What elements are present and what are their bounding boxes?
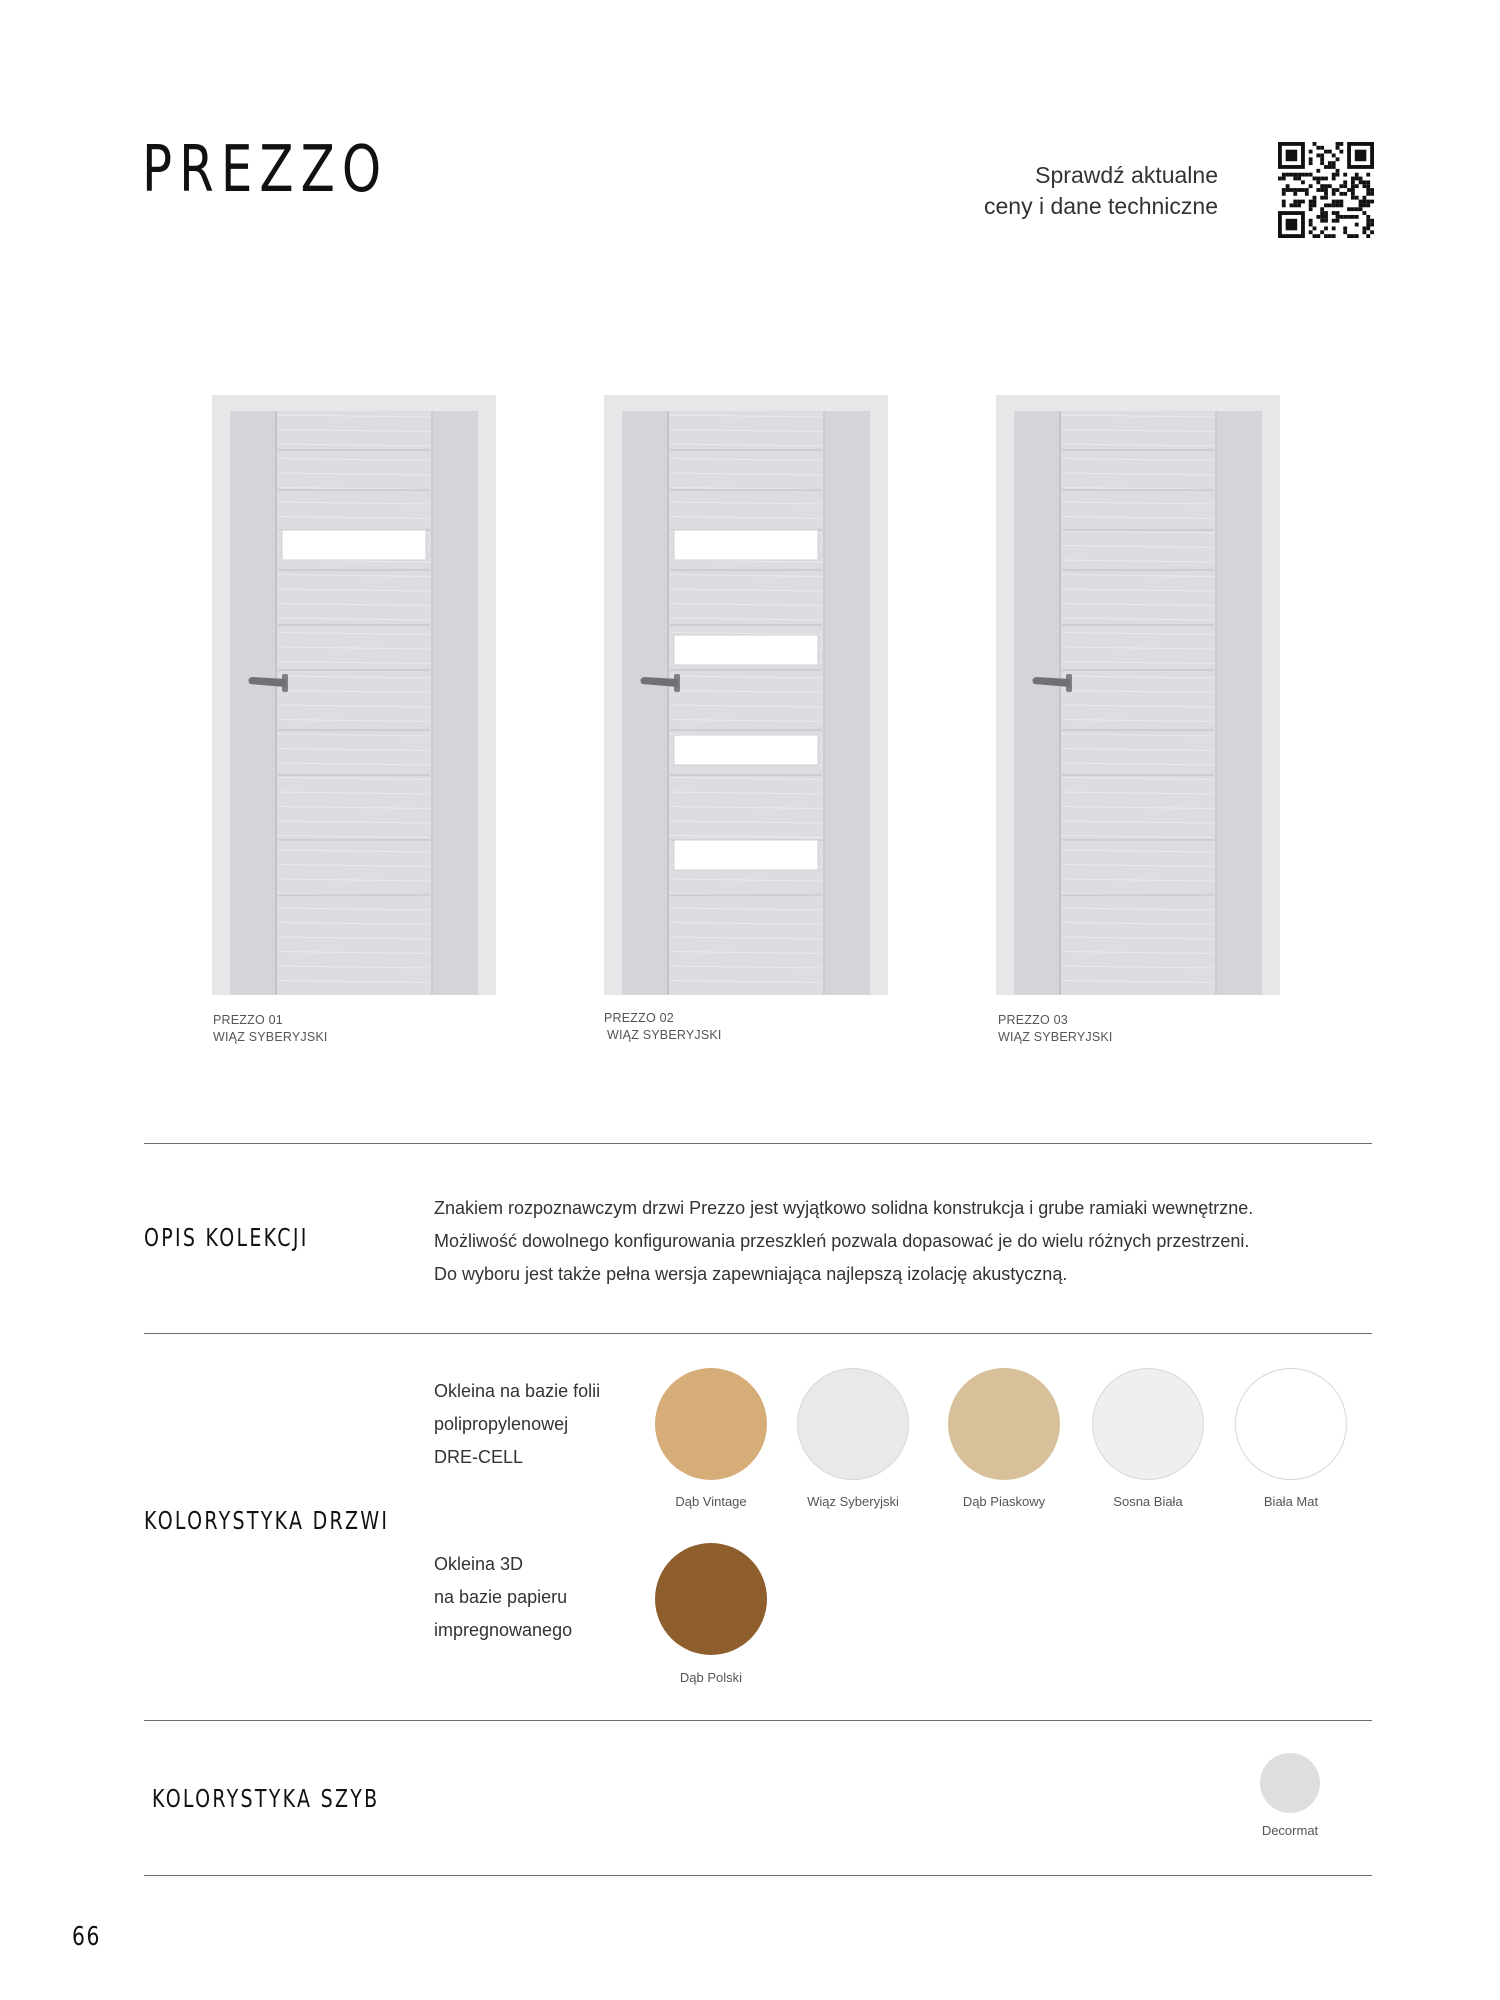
qr-module <box>1332 154 1336 158</box>
qr-module <box>1359 180 1363 184</box>
qr-module <box>1362 230 1366 234</box>
qr-module <box>1355 215 1359 219</box>
qr-module <box>1359 177 1363 181</box>
qr-module <box>1328 234 1332 238</box>
qr-module <box>1282 173 1286 177</box>
qr-module <box>1320 161 1324 165</box>
qr-module <box>1324 234 1328 238</box>
qr-module <box>1332 226 1336 230</box>
qr-module <box>1351 234 1355 238</box>
qr-module <box>1343 173 1347 177</box>
qr-module <box>1366 184 1370 188</box>
description-line: Do wyboru jest także pełna wersja zapewniająca najlepszą izolację akustyczną. <box>434 1264 1068 1284</box>
swatch-dab-piaskowy[interactable] <box>948 1368 1060 1480</box>
divider <box>144 1333 1372 1334</box>
swatch-sosna-biala[interactable] <box>1092 1368 1204 1480</box>
qr-module <box>1309 161 1313 165</box>
divider <box>144 1875 1372 1876</box>
qr-module <box>1328 150 1332 154</box>
qr-module <box>1313 142 1317 146</box>
qr-module <box>1336 169 1340 173</box>
qr-module <box>1293 200 1297 204</box>
qr-module <box>1336 215 1340 219</box>
qr-module <box>1347 207 1351 211</box>
qr-module <box>1366 219 1370 223</box>
door-illustration <box>212 395 496 995</box>
qr-module <box>1366 188 1370 192</box>
qr-module <box>1351 207 1355 211</box>
swatch-label: Dąb Vintage <box>675 1494 747 1509</box>
qr-module <box>1282 203 1286 207</box>
qr-module <box>1366 203 1370 207</box>
qr-module <box>1324 188 1328 192</box>
qr-module <box>1328 161 1332 165</box>
qr-module <box>1332 161 1336 165</box>
qr-module <box>1366 173 1370 177</box>
qr-module <box>1290 173 1294 177</box>
qr-module <box>1362 200 1366 204</box>
qr-caption <box>898 160 1218 222</box>
qr-module <box>1324 165 1328 169</box>
qr-module <box>1366 180 1370 184</box>
qr-module <box>1328 165 1332 169</box>
qr-module <box>1286 184 1290 188</box>
swatch-label: Dąb Polski <box>679 1670 743 1685</box>
qr-module <box>1305 188 1309 192</box>
qr-finder-core <box>1355 150 1367 162</box>
qr-module <box>1362 211 1366 215</box>
qr-caption-line-1: Sprawdź aktualne <box>1035 162 1218 188</box>
qr-module <box>1370 188 1374 192</box>
qr-module <box>1324 215 1328 219</box>
door-stile <box>1014 411 1060 995</box>
swatch-dab-vintage[interactable] <box>655 1368 767 1480</box>
qr-module <box>1309 184 1313 188</box>
qr-module <box>1309 223 1313 227</box>
qr-module <box>1309 203 1313 207</box>
divider <box>144 1720 1372 1721</box>
door-finish: WIĄZ SYBERYJSKI <box>998 1030 1113 1044</box>
door-model: PREZZO 01 <box>213 1013 283 1027</box>
qr-module <box>1320 215 1324 219</box>
qr-module <box>1313 203 1317 207</box>
qr-module <box>1370 230 1374 234</box>
qr-module <box>1336 211 1340 215</box>
qr-module <box>1351 215 1355 219</box>
qr-module <box>1355 177 1359 181</box>
qr-module <box>1297 203 1301 207</box>
door-stile <box>824 411 870 995</box>
door-prezzo-01 <box>212 395 496 995</box>
swatch-label: Biała Mat <box>1263 1494 1319 1509</box>
door-finish: WIĄZ SYBERYJSKI <box>607 1028 722 1042</box>
swatch-decormat[interactable] <box>1260 1753 1320 1813</box>
qr-module <box>1343 230 1347 234</box>
qr-module <box>1282 192 1286 196</box>
qr-module <box>1355 184 1359 188</box>
qr-module <box>1282 200 1286 204</box>
qr-module <box>1282 188 1286 192</box>
qr-module <box>1301 173 1305 177</box>
qr-module <box>1313 196 1317 200</box>
qr-module <box>1336 157 1340 161</box>
qr-module <box>1351 196 1355 200</box>
qr-module <box>1362 196 1366 200</box>
qr-module <box>1309 200 1313 204</box>
qr-module <box>1313 234 1317 238</box>
qr-module <box>1293 188 1297 192</box>
laminate-dre-cell-label <box>434 1375 600 1474</box>
qr-module <box>1309 219 1313 223</box>
page-number: 66 <box>72 1922 101 1952</box>
qr-module <box>1316 146 1320 150</box>
qr-module <box>1320 211 1324 215</box>
qr-module <box>1324 196 1328 200</box>
door-caption <box>998 1012 1113 1046</box>
qr-module <box>1336 142 1340 146</box>
swatch-dab-polski[interactable] <box>655 1543 767 1655</box>
qr-module <box>1324 150 1328 154</box>
qr-module <box>1332 188 1336 192</box>
qr-module <box>1370 192 1374 196</box>
divider <box>144 1143 1372 1144</box>
qr-module <box>1370 223 1374 227</box>
qr-module <box>1336 200 1340 204</box>
qr-module <box>1290 203 1294 207</box>
swatch-label: Wiąz Syberyjski <box>807 1494 899 1509</box>
qr-module <box>1339 200 1343 204</box>
page-title: PREZZO <box>142 133 389 207</box>
qr-caption-line-2: ceny i dane techniczne <box>984 193 1218 219</box>
qr-module <box>1293 203 1297 207</box>
qr-module <box>1297 177 1301 181</box>
door-colors-heading: KOLORYSTYKA DRZWI <box>144 1506 390 1535</box>
group-label-line: DRE-CELL <box>434 1447 524 1467</box>
qr-module <box>1297 200 1301 204</box>
group-label-line: polipropylenowej <box>434 1414 569 1434</box>
qr-module <box>1286 188 1290 192</box>
qr-module <box>1332 165 1336 169</box>
qr-module <box>1316 177 1320 181</box>
glass-pane <box>674 635 818 665</box>
qr-module <box>1309 173 1313 177</box>
door-caption <box>213 1012 328 1046</box>
qr-module <box>1324 177 1328 181</box>
qr-module <box>1355 234 1359 238</box>
qr-module <box>1339 203 1343 207</box>
door-prezzo-02 <box>604 395 888 995</box>
qr-module <box>1320 230 1324 234</box>
qr-module <box>1320 184 1324 188</box>
glass-pane <box>674 840 818 870</box>
door-stile <box>230 411 276 995</box>
qr-module <box>1366 200 1370 204</box>
qr-module <box>1320 157 1324 161</box>
swatch-label: Dąb Piaskowy <box>962 1494 1046 1509</box>
glass-pane <box>674 735 818 765</box>
qr-module <box>1309 150 1313 154</box>
group-label-line: na bazie papieru <box>434 1587 568 1607</box>
qr-module <box>1324 211 1328 215</box>
door-model: PREZZO 03 <box>998 1013 1068 1027</box>
glass-colors-heading: KOLORYSTYKA SZYB <box>152 1784 380 1813</box>
qr-module <box>1366 192 1370 196</box>
qr-module <box>1320 154 1324 158</box>
qr-code-graphic <box>1278 142 1374 238</box>
qr-module <box>1351 177 1355 181</box>
qr-module <box>1328 203 1332 207</box>
qr-module <box>1343 226 1347 230</box>
qr-module <box>1324 192 1328 196</box>
qr-module <box>1301 180 1305 184</box>
group-label-line: impregnowanego <box>434 1620 573 1640</box>
description-heading: OPIS KOLEKCJI <box>144 1223 309 1252</box>
qr-module <box>1336 203 1340 207</box>
group-label-line: Okleina na bazie folii <box>434 1381 601 1401</box>
qr-module <box>1336 219 1340 223</box>
qr-module <box>1313 226 1317 230</box>
qr-module <box>1332 219 1336 223</box>
swatch-wiaz-syberyjski[interactable] <box>797 1368 909 1480</box>
qr-module <box>1359 207 1363 211</box>
qr-module <box>1355 207 1359 211</box>
door-model: PREZZO 02 <box>604 1011 674 1025</box>
qr-module <box>1301 200 1305 204</box>
qr-module <box>1362 203 1366 207</box>
qr-module <box>1339 184 1343 188</box>
qr-module <box>1282 177 1286 181</box>
qr-module <box>1290 188 1294 192</box>
swatch-label: Decormat <box>1261 1823 1319 1838</box>
qr-finder-core <box>1286 219 1298 231</box>
qr-module <box>1293 177 1297 181</box>
qr-module <box>1339 215 1343 219</box>
description-line: Możliwość dowolnego konfigurowania przeszkleń pozwala dopasować je do wielu różnych przestrzeni. <box>434 1231 1250 1251</box>
qr-module <box>1370 200 1374 204</box>
qr-module <box>1324 226 1328 230</box>
door-illustration <box>996 395 1280 995</box>
group-label-line: Okleina 3D <box>434 1554 524 1574</box>
qr-module <box>1339 142 1343 146</box>
qr-code[interactable] <box>1278 142 1374 238</box>
qr-module <box>1293 192 1297 196</box>
qr-module <box>1336 188 1340 192</box>
qr-module <box>1320 188 1324 192</box>
qr-module <box>1316 169 1320 173</box>
qr-module <box>1309 157 1313 161</box>
qr-module <box>1324 219 1328 223</box>
qr-module <box>1320 219 1324 223</box>
qr-module <box>1316 188 1320 192</box>
qr-module <box>1370 219 1374 223</box>
qr-module <box>1305 173 1309 177</box>
qr-module <box>1332 211 1336 215</box>
qr-module <box>1316 154 1320 158</box>
qr-module <box>1293 173 1297 177</box>
qr-module <box>1339 192 1343 196</box>
qr-module <box>1355 223 1359 227</box>
door-illustration <box>604 395 888 995</box>
qr-module <box>1316 215 1320 219</box>
qr-module <box>1278 177 1282 181</box>
qr-module <box>1301 188 1305 192</box>
qr-module <box>1286 173 1290 177</box>
qr-module <box>1336 146 1340 150</box>
qr-module <box>1313 200 1317 204</box>
qr-module <box>1359 203 1363 207</box>
qr-module <box>1309 207 1313 211</box>
qr-module <box>1320 177 1324 181</box>
qr-module <box>1316 234 1320 238</box>
qr-module <box>1359 200 1363 204</box>
qr-module <box>1351 184 1355 188</box>
qr-module <box>1324 203 1328 207</box>
door-stile <box>1216 411 1262 995</box>
door-caption <box>604 1010 722 1044</box>
qr-module <box>1343 180 1347 184</box>
qr-module <box>1355 173 1359 177</box>
qr-module <box>1316 180 1320 184</box>
qr-module <box>1366 234 1370 238</box>
qr-module <box>1362 180 1366 184</box>
qr-module <box>1343 184 1347 188</box>
qr-module <box>1328 184 1332 188</box>
qr-module <box>1351 192 1355 196</box>
qr-module <box>1332 177 1336 181</box>
qr-module <box>1332 203 1336 207</box>
qr-module <box>1324 184 1328 188</box>
qr-module <box>1343 192 1347 196</box>
qr-module <box>1297 188 1301 192</box>
qr-module <box>1347 215 1351 219</box>
qr-module <box>1332 234 1336 238</box>
qr-module <box>1351 180 1355 184</box>
qr-module <box>1332 173 1336 177</box>
qr-module <box>1366 223 1370 227</box>
collection-description <box>434 1192 1334 1291</box>
qr-module <box>1313 177 1317 181</box>
laminate-3d-label <box>434 1548 572 1647</box>
door-prezzo-03 <box>996 395 1280 995</box>
qr-module <box>1351 188 1355 192</box>
qr-module <box>1343 215 1347 219</box>
qr-finder-core <box>1286 150 1298 162</box>
qr-module <box>1336 173 1340 177</box>
qr-module <box>1362 226 1366 230</box>
qr-module <box>1347 234 1351 238</box>
door-stile <box>622 411 668 995</box>
qr-module <box>1366 215 1370 219</box>
qr-module <box>1332 192 1336 196</box>
swatch-label: Sosna Biała <box>1113 1494 1183 1509</box>
glass-pane <box>674 530 818 560</box>
qr-module <box>1320 196 1324 200</box>
qr-module <box>1339 150 1343 154</box>
qr-module <box>1347 188 1351 192</box>
qr-module <box>1355 196 1359 200</box>
glass-pane <box>282 530 426 560</box>
qr-module <box>1309 230 1313 234</box>
description-line: Znakiem rozpoznawczym drzwi Prezzo jest wyjątkowo solidna konstrukcja i grube ramiaki wewnętrzne. <box>434 1198 1254 1218</box>
qr-module <box>1366 226 1370 230</box>
qr-module <box>1320 207 1324 211</box>
door-stile <box>432 411 478 995</box>
swatch-biala-mat[interactable] <box>1235 1368 1347 1480</box>
qr-module <box>1297 173 1301 177</box>
qr-module <box>1362 184 1366 188</box>
door-finish: WIĄZ SYBERYJSKI <box>213 1030 328 1044</box>
qr-module <box>1305 192 1309 196</box>
qr-module <box>1320 146 1324 150</box>
qr-module <box>1332 200 1336 204</box>
